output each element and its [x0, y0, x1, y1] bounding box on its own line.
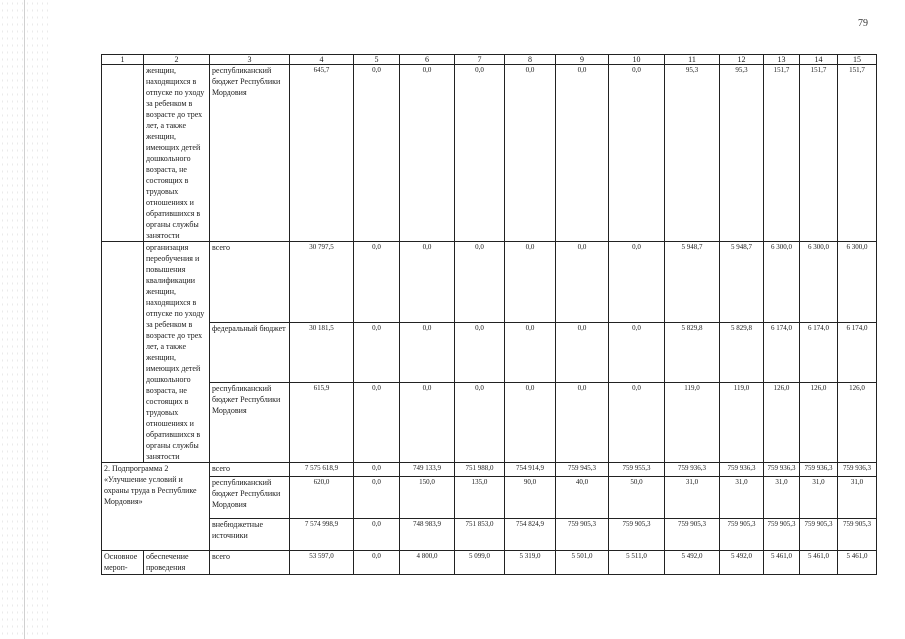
value-cell: 759 905,3	[556, 519, 609, 551]
value-cell: 119,0	[720, 382, 764, 462]
scan-left-rule	[24, 0, 25, 639]
value-cell: 5 829,8	[665, 323, 720, 383]
value-cell: 5 461,0	[838, 551, 877, 575]
value-cell: 751 988,0	[455, 463, 505, 477]
header-cell: 9	[556, 55, 609, 65]
value-cell: 759 905,3	[838, 519, 877, 551]
value-cell: 0,0	[505, 382, 556, 462]
value-cell: 759 936,3	[764, 463, 800, 477]
header-cell: 4	[290, 55, 354, 65]
value-cell: 759 945,3	[556, 463, 609, 477]
value-cell: 151,7	[764, 65, 800, 242]
table-row	[102, 477, 877, 519]
value-cell: 5 511,0	[609, 551, 665, 575]
page-number: 79	[858, 18, 868, 29]
value-cell: 6 300,0	[800, 242, 838, 323]
header-cell: 7	[455, 55, 505, 65]
value-cell: 0,0	[609, 323, 665, 383]
value-cell: 754 914,9	[505, 463, 556, 477]
value-cell: 0,0	[400, 242, 455, 323]
value-cell: 95,3	[720, 65, 764, 242]
value-cell: 0,0	[455, 323, 505, 383]
value-cell: 5 829,8	[720, 323, 764, 383]
scan-binding-edge	[0, 0, 52, 639]
value-cell: 5 461,0	[764, 551, 800, 575]
value-cell: 0,0	[354, 551, 400, 575]
funding-source: республиканский бюджет Республики Мордовия	[210, 65, 290, 242]
value-cell: 151,7	[838, 65, 877, 242]
value-cell: 7 574 998,9	[290, 519, 354, 551]
value-cell: 0,0	[556, 65, 609, 242]
value-cell: 0,0	[609, 65, 665, 242]
value-cell: 759 905,3	[665, 519, 720, 551]
measure-description: женщин, находящихся в отпуске по уходу за ребенком в возрасте до трех лет, а также женщин, имеющих детей дошкольного возраста, не состоящих в трудовых отношениях и обратившихся в органы службы занятости	[144, 65, 210, 242]
value-cell: 0,0	[354, 477, 400, 519]
funding-source: федеральный бюджет	[210, 323, 290, 383]
value-cell: 40,0	[556, 477, 609, 519]
header-cell: 8	[505, 55, 556, 65]
value-cell: 749 133,9	[400, 463, 455, 477]
value-cell: 151,7	[800, 65, 838, 242]
value-cell: 5 492,0	[720, 551, 764, 575]
value-cell: 126,0	[838, 382, 877, 462]
header-cell: 3	[210, 55, 290, 65]
funding-source: внебюджетные источники	[210, 519, 290, 551]
value-cell: 748 983,9	[400, 519, 455, 551]
header-cell: 10	[609, 55, 665, 65]
value-cell: 645,7	[290, 65, 354, 242]
value-cell: 5 948,7	[665, 242, 720, 323]
header-cell: 15	[838, 55, 877, 65]
table-row	[102, 551, 877, 575]
value-cell: 0,0	[556, 382, 609, 462]
value-cell: 6 300,0	[838, 242, 877, 323]
value-cell: 0,0	[400, 382, 455, 462]
value-cell: 119,0	[665, 382, 720, 462]
value-cell: 31,0	[665, 477, 720, 519]
value-cell: 4 800,0	[400, 551, 455, 575]
funding-source: республиканский бюджет Республики Мордовия	[210, 382, 290, 462]
value-cell: 126,0	[764, 382, 800, 462]
value-cell: 0,0	[354, 463, 400, 477]
value-cell: 0,0	[400, 65, 455, 242]
empty-cell	[102, 242, 144, 463]
header-cell: 5	[354, 55, 400, 65]
subprogram-title: 2. Подпрограмма 2 «Улучшение условий и охраны труда в Республике Мордовия»	[102, 463, 210, 551]
value-cell: 615,9	[290, 382, 354, 462]
value-cell: 0,0	[609, 242, 665, 323]
value-cell: 0,0	[400, 323, 455, 383]
value-cell: 0,0	[455, 382, 505, 462]
measure-description: обеспечение проведения	[144, 551, 210, 575]
value-cell: 31,0	[764, 477, 800, 519]
header-cell: 6	[400, 55, 455, 65]
budget-table	[101, 54, 877, 575]
empty-cell	[102, 65, 144, 242]
value-cell: 759 936,3	[665, 463, 720, 477]
value-cell: 0,0	[505, 323, 556, 383]
table-row	[102, 65, 877, 242]
value-cell: 0,0	[354, 382, 400, 462]
value-cell: 0,0	[556, 242, 609, 323]
value-cell: 95,3	[665, 65, 720, 242]
value-cell: 759 905,3	[764, 519, 800, 551]
value-cell: 0,0	[354, 242, 400, 323]
value-cell: 30 181,5	[290, 323, 354, 383]
main-event-label: Основное мероп-	[102, 551, 144, 575]
value-cell: 31,0	[800, 477, 838, 519]
value-cell: 0,0	[556, 323, 609, 383]
value-cell: 0,0	[609, 382, 665, 462]
value-cell: 6 174,0	[838, 323, 877, 383]
value-cell: 6 174,0	[764, 323, 800, 383]
table-row	[102, 382, 877, 462]
value-cell: 90,0	[505, 477, 556, 519]
funding-source: республиканский бюджет Республики Мордовия	[210, 477, 290, 519]
header-cell: 14	[800, 55, 838, 65]
value-cell: 5 319,0	[505, 551, 556, 575]
value-cell: 620,0	[290, 477, 354, 519]
value-cell: 759 955,3	[609, 463, 665, 477]
value-cell: 5 501,0	[556, 551, 609, 575]
value-cell: 759 905,3	[800, 519, 838, 551]
table-row	[102, 519, 877, 551]
value-cell: 31,0	[720, 477, 764, 519]
value-cell: 135,0	[455, 477, 505, 519]
value-cell: 53 597,0	[290, 551, 354, 575]
table-row	[102, 242, 877, 323]
value-cell: 0,0	[354, 519, 400, 551]
funding-source: всего	[210, 551, 290, 575]
value-cell: 754 824,9	[505, 519, 556, 551]
header-row	[102, 55, 877, 65]
value-cell: 5 948,7	[720, 242, 764, 323]
header-cell: 11	[665, 55, 720, 65]
header-cell: 12	[720, 55, 764, 65]
measure-description: организация переобучения и повышения квалификации женщин, находящихся в отпуске по уходу за ребенком в возрасте до трех лет, а также женщин, имеющих детей дошкольного возраста, не состоящих в трудовых отношениях и обратившихся в органы службы занятости	[144, 242, 210, 463]
value-cell: 50,0	[609, 477, 665, 519]
header-cell: 2	[144, 55, 210, 65]
value-cell: 30 797,5	[290, 242, 354, 323]
header-cell: 13	[764, 55, 800, 65]
value-cell: 7 575 618,9	[290, 463, 354, 477]
value-cell: 759 905,3	[609, 519, 665, 551]
value-cell: 6 174,0	[800, 323, 838, 383]
value-cell: 0,0	[455, 65, 505, 242]
funding-source: всего	[210, 242, 290, 323]
value-cell: 759 936,3	[838, 463, 877, 477]
value-cell: 5 099,0	[455, 551, 505, 575]
funding-source: всего	[210, 463, 290, 477]
header-cell: 1	[102, 55, 144, 65]
value-cell: 759 936,3	[800, 463, 838, 477]
value-cell: 751 853,0	[455, 519, 505, 551]
table-row	[102, 463, 877, 477]
value-cell: 6 300,0	[764, 242, 800, 323]
value-cell: 759 905,3	[720, 519, 764, 551]
value-cell: 0,0	[505, 65, 556, 242]
value-cell: 150,0	[400, 477, 455, 519]
value-cell: 126,0	[800, 382, 838, 462]
value-cell: 5 461,0	[800, 551, 838, 575]
value-cell: 0,0	[505, 242, 556, 323]
value-cell: 5 492,0	[665, 551, 720, 575]
value-cell: 0,0	[455, 242, 505, 323]
value-cell: 759 936,3	[720, 463, 764, 477]
value-cell: 0,0	[354, 65, 400, 242]
value-cell: 0,0	[354, 323, 400, 383]
table-row	[102, 323, 877, 383]
value-cell: 31,0	[838, 477, 877, 519]
